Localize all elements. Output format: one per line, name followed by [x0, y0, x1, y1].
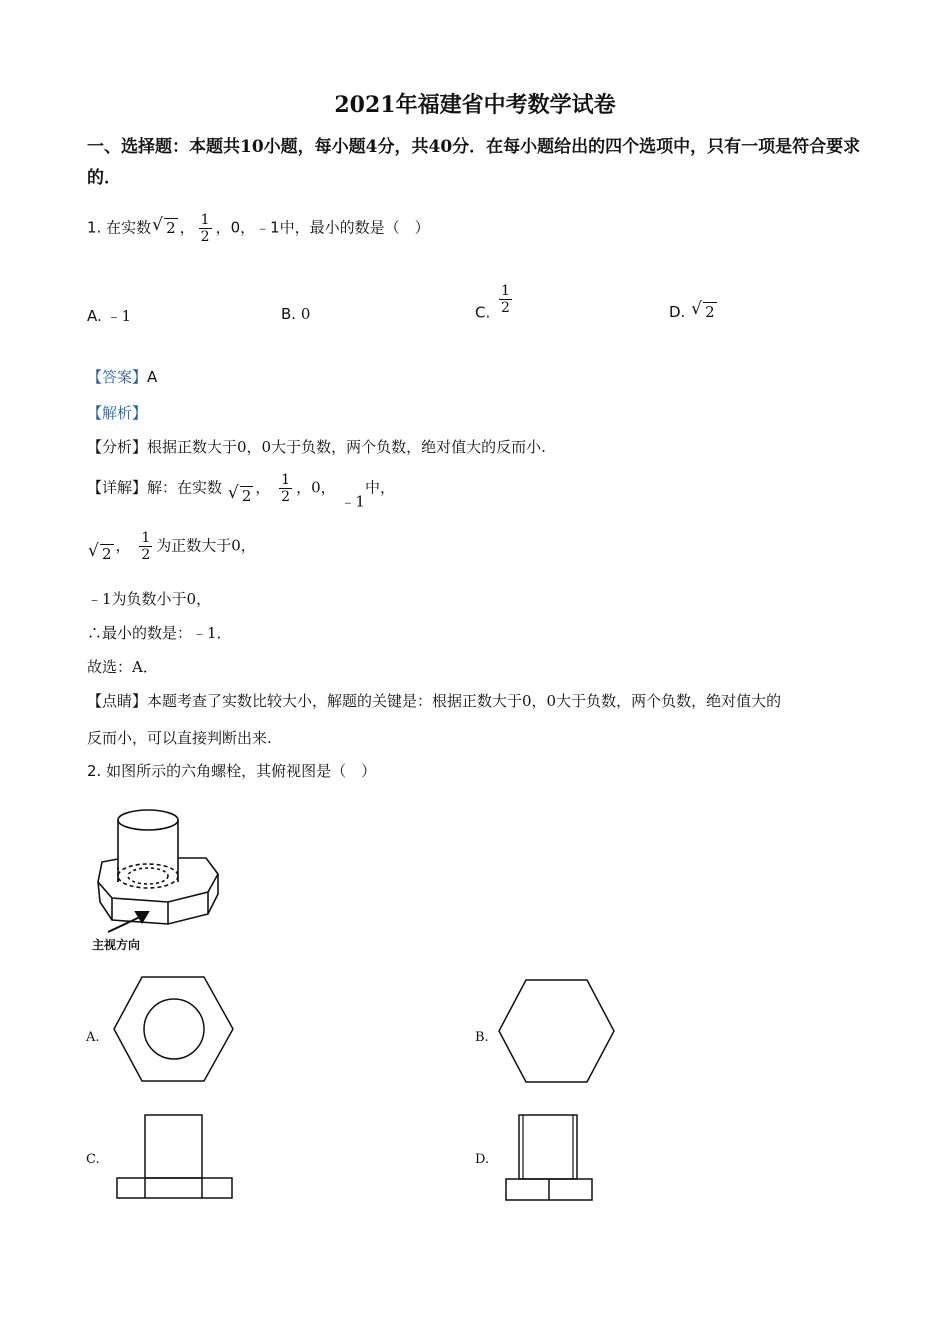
circle-shape	[144, 999, 204, 1059]
section-heading: 一、选择题：本题共10小题，每小题4分，共40分．在每小题给出的四个选项中，只有一项是符合要求的．	[87, 137, 861, 188]
xiangjie-line	[87, 472, 395, 512]
q1-option-a[interactable]	[87, 305, 131, 326]
sqrt-expression: √ 2	[152, 214, 176, 237]
q2-option-d-label[interactable]: D.	[475, 1152, 490, 1167]
solution-line-5: 故选：A．	[87, 658, 158, 676]
q1-option-d[interactable]	[669, 299, 719, 321]
fraction-expression: $\frac{1}{2}$	[501, 283, 510, 316]
q2-stem: 2. 如图所示的六角螺栓，其俯视图是（ ）	[87, 762, 377, 780]
xiangjie-prefix: 解：在实数	[147, 478, 223, 497]
q1-prefix: 1. 在实数	[87, 218, 152, 237]
q2-option-c-label[interactable]: C.	[86, 1152, 100, 1167]
xiangjie-suffix: 中，	[364, 478, 395, 497]
hexagon-shape	[499, 980, 614, 1082]
zero-text: ，0，	[296, 478, 336, 497]
sqrt-expression: √ 2	[227, 482, 252, 505]
fenxi-line	[87, 436, 546, 457]
q1-option-c[interactable]	[475, 283, 516, 322]
option-label: C.	[475, 303, 491, 322]
answer-tag: 【答案】	[87, 368, 148, 386]
cylinder-top	[118, 810, 178, 830]
q2-option-a-label[interactable]: A.	[86, 1030, 100, 1045]
q1-middle: ，0，﹣1中，最小的数是（ ）	[215, 218, 430, 237]
xiangjie-tag: 【详解】	[87, 478, 148, 497]
q1-option-b[interactable]	[281, 305, 310, 323]
sqrt-expression: √ 2	[691, 299, 715, 321]
analysis-tag: 【解析】	[87, 404, 148, 422]
option-label: D.	[669, 303, 686, 321]
line2-text: 为正数大于0，	[156, 536, 256, 555]
fraction-expression: $\frac{1}{2}$	[200, 212, 210, 245]
hex-bolt-figure	[90, 806, 240, 956]
solution-line-4: ∴最小的数是：﹣1．	[87, 624, 232, 642]
dianjing-line-2: 反而小，可以直接判断出来.	[87, 729, 272, 747]
separator: ，	[115, 536, 131, 555]
fenxi-text: 根据正数大于0，0大于负数，两个负数，绝对值大的反而小.	[147, 438, 546, 456]
answer-value: A	[147, 368, 158, 386]
fraction-expression: $\frac{1}{2}$	[281, 472, 291, 505]
q2-option-d-figure[interactable]	[505, 1114, 595, 1202]
solution-line-3: ﹣1为负数小于0，	[87, 590, 212, 608]
sqrt-expression: √ 2	[88, 540, 112, 563]
option-value: ﹣1	[106, 307, 132, 325]
q2-option-b-figure[interactable]	[498, 978, 616, 1084]
option-label: A.	[87, 307, 102, 325]
arrow-icon	[108, 912, 148, 932]
q2-option-c-figure[interactable]	[116, 1114, 234, 1200]
answer-line	[87, 366, 157, 387]
figure-caption: 主视方向	[92, 938, 141, 952]
option-label: B.	[281, 305, 297, 323]
page-title: 2021年福建省中考数学试卷	[334, 92, 616, 118]
q1-stem	[87, 212, 430, 245]
dianjing-text: 本题考查了实数比较大小，解题的关键是：根据正数大于0，0大于负数，两个负数，绝对值大的	[147, 692, 782, 710]
solution-line-2	[87, 530, 256, 563]
dianjing-tag: 【点睛】	[87, 692, 148, 710]
q2-option-a-figure[interactable]	[113, 975, 235, 1083]
option-value: 0	[300, 305, 311, 323]
q2-option-b-label[interactable]: B.	[475, 1030, 489, 1045]
neg-one: ﹣1	[340, 492, 365, 511]
hexagon-shape	[114, 977, 233, 1081]
q1-separator: ，	[179, 218, 195, 237]
separator: ，	[255, 478, 271, 497]
fraction-expression: $\frac{1}{2}$	[141, 530, 151, 563]
dianjing-line	[87, 690, 781, 711]
fenxi-tag: 【分析】	[87, 438, 148, 456]
